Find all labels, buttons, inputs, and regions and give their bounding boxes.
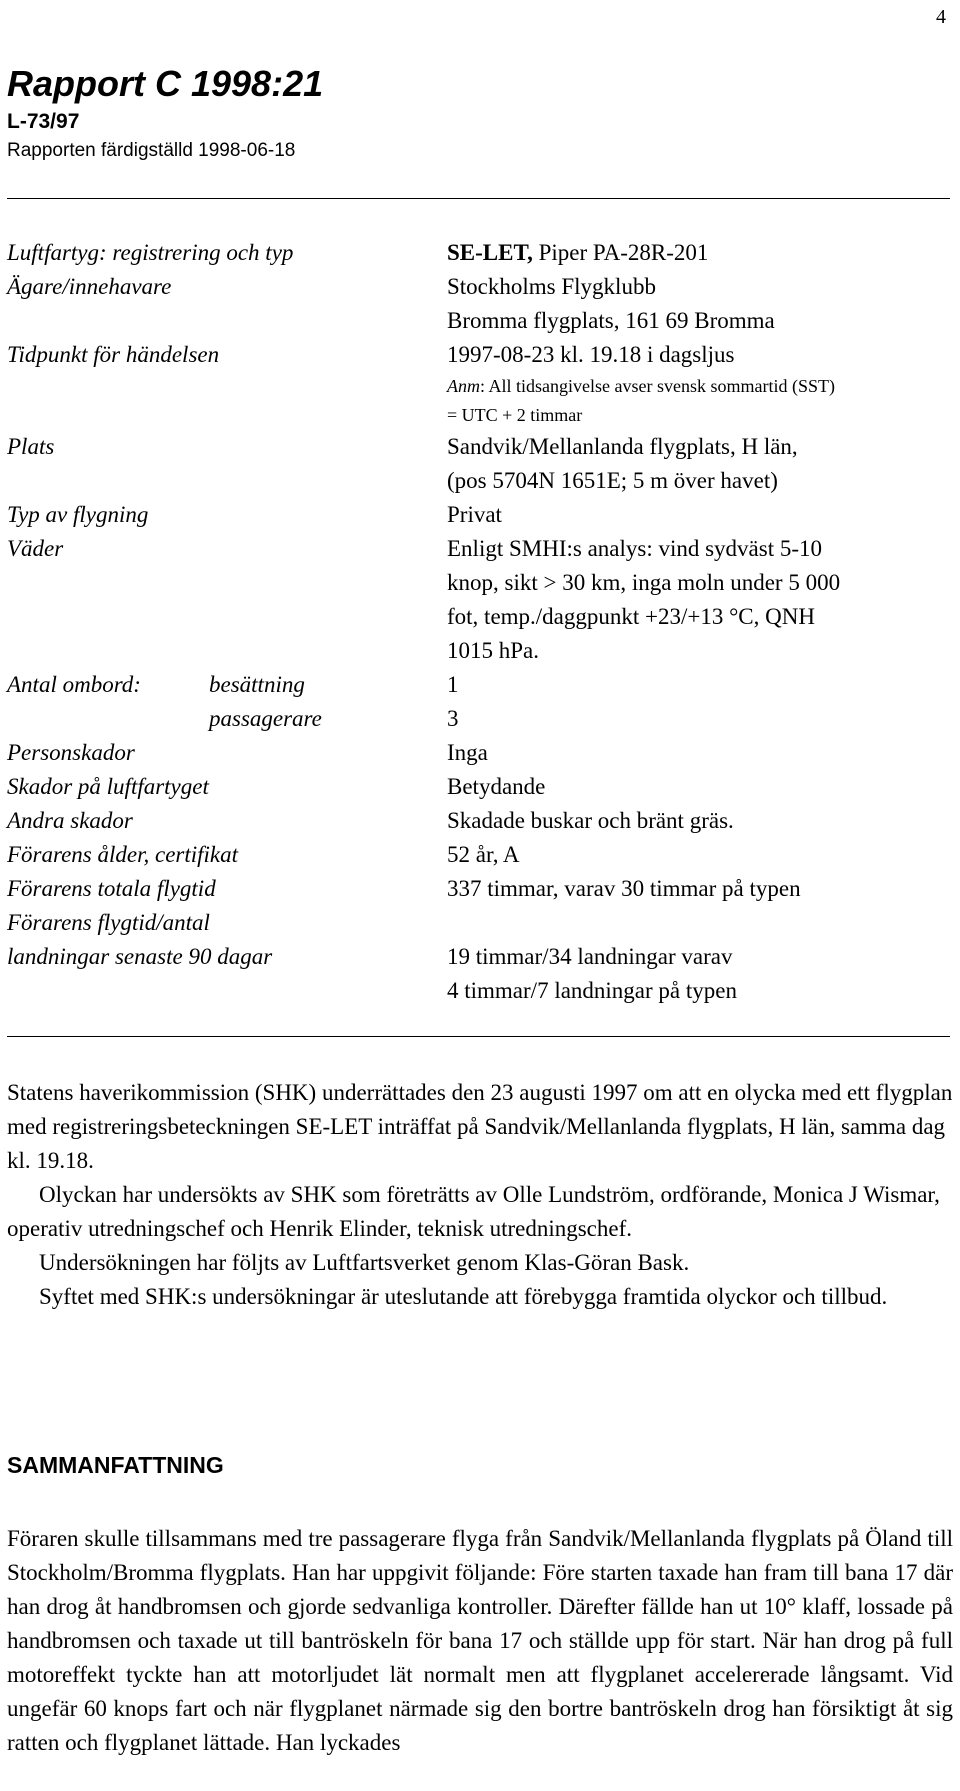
fact-value: fot, temp./daggpunkt +23/+13 °C, QNH (447, 604, 815, 629)
fact-other-damage (7, 804, 957, 838)
report-id: L-73/97 (7, 110, 80, 133)
fact-recent-label (7, 906, 957, 940)
fact-label: Ägare/innehavare (7, 274, 172, 299)
fact-weather (7, 532, 957, 668)
fact-value: (pos 5704N 1651E; 5 m över havet) (447, 468, 778, 493)
fact-flight-type (7, 498, 957, 532)
aircraft-type: Piper PA-28R-201 (532, 240, 709, 265)
fact-crew (7, 668, 957, 702)
fact-label: Antal ombord: (7, 672, 141, 697)
fact-value: Enligt SMHI:s analys: vind sydväst 5-10 (447, 536, 823, 561)
fact-value: Stockholms Flygklubb (447, 274, 656, 299)
fact-value: 4 timmar/7 landningar på typen (447, 978, 737, 1003)
fact-place (7, 430, 957, 498)
fact-label: Förarens totala flygtid (7, 876, 216, 901)
fact-label: Skador på luftfartyget (7, 774, 209, 799)
fact-passengers (7, 702, 957, 736)
time-note-line2: = UTC + 2 timmar (447, 405, 583, 425)
note-prefix: Anm (447, 376, 480, 396)
report-completed-date: Rapporten färdigställd 1998-06-18 (7, 140, 296, 161)
page-number: 4 (936, 6, 946, 28)
facts-divider (7, 1036, 950, 1037)
summary-paragraph: Föraren skulle tillsammans med tre passagerare flyga från Sandvik/Mellanlanda flygplats på Öland till Stockholm/Bromma flygplats. Han har uppgivit följande: Före starten taxade han fram till bana 17 där han drog åt handbromsen och gjorde sedvanliga kontroller. Därefter fällde han ut 10° klaff, lossade på handbromsen och taxade ut till bantröskeln för bana 17 och ställde upp för start. När han drog på full motoreffekt tyckte han att motorljudet lät normalt men att flygplanet accelererade långsamt. Vid ungefär 60 knops fart och när flygplanet närmade sig den bortre bantröskeln drog han försiktigt åt sig ratten och flygplanet lättade. Han lyckades (7, 1526, 953, 1755)
fact-label: Andra skador (7, 808, 133, 833)
fact-label: Typ av flygning (7, 502, 149, 527)
fact-pilot-age (7, 838, 957, 872)
fact-aircraft-damage (7, 770, 957, 804)
fact-label: Tidpunkt för händelsen (7, 342, 220, 367)
fact-label: Väder (7, 536, 64, 561)
fact-value: 1997-08-23 kl. 19.18 i dagsljus (447, 342, 735, 367)
fact-label: Plats (7, 434, 55, 459)
fact-label: Luftfartyg: registrering och typ (7, 240, 294, 265)
report-title: Rapport C 1998:21 (7, 63, 324, 104)
summary-heading: SAMMANFATTNING (7, 1452, 224, 1478)
intro-paragraph: Syftet med SHK:s undersökningar är uteslutande att förebygga framtida olyckor och tillbud. (39, 1284, 888, 1309)
fact-injuries (7, 736, 957, 770)
fact-label: Förarens ålder, certifikat (7, 842, 239, 867)
fact-value: knop, sikt > 30 km, inga moln under 5 000 (447, 570, 841, 595)
fact-total-time (7, 872, 957, 906)
fact-value: Bromma flygplats, 161 69 Bromma (447, 308, 775, 333)
fact-recent-time (7, 940, 957, 1008)
fact-time (7, 338, 957, 430)
fact-value: 19 timmar/34 landningar varav (447, 944, 733, 969)
note-text: : All tidsangivelse avser svensk sommartid (SST) (480, 376, 835, 396)
fact-value: Privat (447, 502, 502, 527)
time-note (447, 372, 957, 401)
fact-value: 1 (447, 672, 459, 697)
fact-owner (7, 270, 957, 338)
fact-label: Personskador (7, 740, 135, 765)
fact-label: Förarens flygtid/antal (7, 910, 210, 935)
intro-paragraph: Undersökningen har följts av Luftfartsverket genom Klas-Göran Bask. (39, 1250, 690, 1275)
fact-sublabel: besättning (209, 672, 305, 697)
fact-value: Skadade buskar och bränt gräs. (447, 808, 734, 833)
fact-value: Betydande (447, 774, 546, 799)
fact-sublabel: passagerare (209, 706, 322, 731)
fact-value: 337 timmar, varav 30 timmar på typen (447, 876, 801, 901)
fact-value: 1015 hPa. (447, 638, 539, 663)
intro-paragraph: Statens haverikommission (SHK) underrättades den 23 augusti 1997 om att en olycka med ett flygplan med registreringsbeteckningen SE-LET inträffat på Sandvik/Mellanlanda flygplats, H län, samma dag kl. 19.18. (7, 1080, 953, 1173)
intro-paragraph: Olyckan har undersökts av SHK som företrätts av Olle Lundström, ordförande, Monica J Wismar, operativ utredningschef och Henrik Elinder, teknisk utredningschef. (7, 1182, 940, 1241)
fact-value: 52 år, A (447, 842, 520, 867)
header-divider (7, 198, 950, 199)
fact-value: Inga (447, 740, 488, 765)
fact-value: 3 (447, 706, 459, 731)
intro-text (7, 1076, 953, 1314)
fact-aircraft (7, 236, 957, 270)
fact-label: landningar senaste 90 dagar (7, 944, 273, 969)
facts-table (7, 236, 957, 1008)
fact-value: Sandvik/Mellanlanda flygplats, H län, (447, 434, 798, 459)
aircraft-registration: SE-LET, (447, 240, 533, 265)
